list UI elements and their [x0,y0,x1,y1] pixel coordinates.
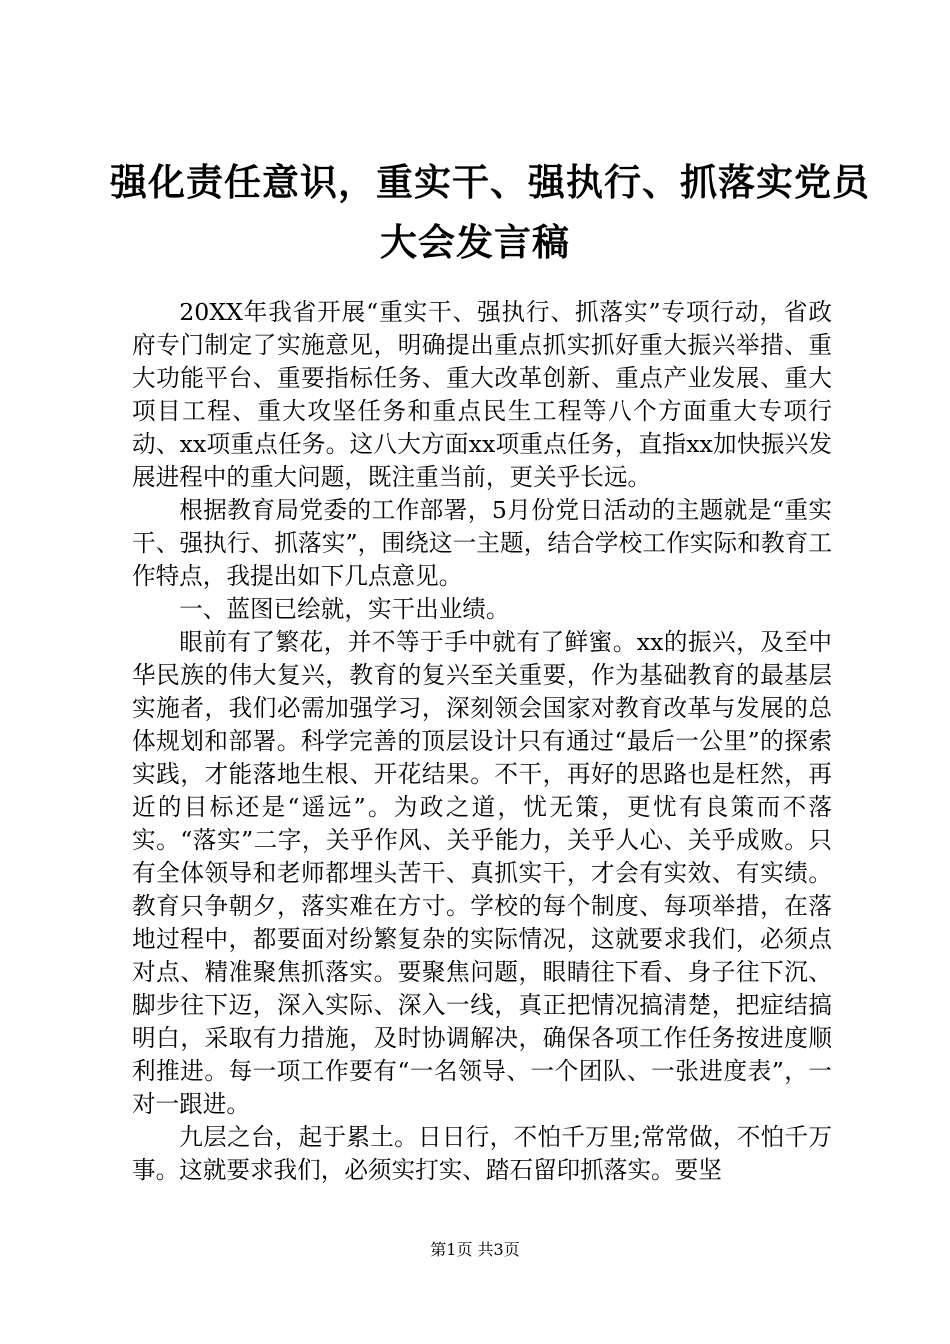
paragraph: 九层之台，起于累土。日日行，不怕千万里;常常做，不怕千万事。这就要求我们，必须实打实、踏石留印抓落实。要坚 [132,1123,832,1184]
paragraph: 根据教育局党委的工作部署，5月份党日活动的主题就是“重实干、强执行、抓落实”，围绕这一主题，结合学校工作实际和教育工作特点，我提出如下几点意见。 [132,496,832,590]
paragraph: 眼前有了繁花，并不等于手中就有了鲜蜜。xx的振兴，及至中华民族的伟大复兴，教育的复兴至关重要，作为基础教育的最基层实施者，我们必需加强学习，深刻领会国家对教育改革与发展的总体规划和部署。科学完善的顶层设计只有通过“最后一公里”的探索实践，才能落地生根、开花结果。不干，再好的思路也是枉然，再近的目标还是“遥远”。为政之道，忧无策，更忧有良策而不落实。“落实”二字，关乎作风、关乎能力，关乎人心、关乎成败。只有全体领导和老师都埋头苦干、真抓实干，才会有实效、有实绩。教育只争朝夕，落实难在方寸。学校的每个制度、每项举措，在落地过程中，都要面对纷繁复杂的实际情况，这就要求我们，必须点对点、精准聚焦抓落实。要聚焦问题，眼睛往下看、身子往下沉、脚步往下迈，深入实际、深入一线，真正把情况搞清楚，把症结搞明白，采取有力措施，及时协调解决，确保各项工作任务按进度顺利推进。每一项工作要有“一名领导、一个团队、一张进度表”，一对一跟进。 [132,628,832,1118]
page-number-footer: 第1页 共3页 [430,1240,520,1259]
section-heading: 一、蓝图已绘就，实干出业绩。 [179,595,510,623]
document-body [132,296,832,1187]
document-title-line-2: 大会发言稿 [380,220,570,264]
document-title-line-1: 强化责任意识，重实干、强执行、抓落实党员 [110,160,870,204]
paragraph: 20XX年我省开展“重实干、强执行、抓落实”专项行动，省政府专门制定了实施意见，明确提出重点抓实抓好重大振兴举措、重大功能平台、重要指标任务、重大改革创新、重点产业发展、重大项目工程、重大攻坚任务和重点民生工程等八个方面重大专项行动、xx项重点任务。这八大方面xx项重点任务，直指xx加快振兴发展进程中的重大问题，既注重当前，更关乎长远。 [132,298,832,491]
